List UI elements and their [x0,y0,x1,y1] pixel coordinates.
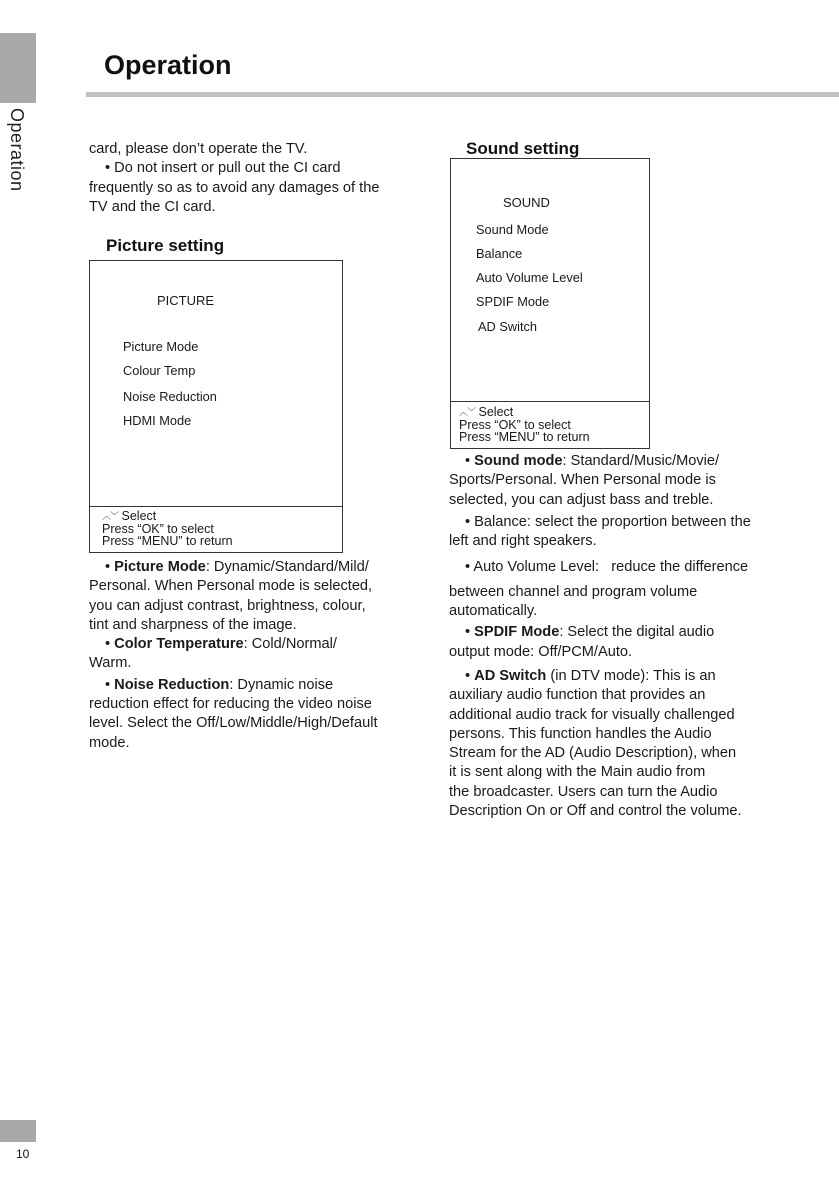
noise-desc: • Noise Reduction: Dynamic noise [105,676,334,693]
sound-menu-item-sound-mode[interactable]: Sound Mode [476,222,549,237]
ad-term: AD Switch [474,667,547,684]
sound-menu-item-spdif-mode[interactable]: SPDIF Mode [476,294,550,309]
sound-descriptions [449,452,799,821]
footer-ok-text: Press “OK” to select [459,417,571,432]
footer-menu-text: Press “MENU” to return [459,430,590,444]
picture-menu-item-picture-mode[interactable]: Picture Mode [123,339,199,354]
page-tab [0,1120,36,1142]
desc-line: output mode: Off/PCM/Auto. [449,643,633,660]
ad-text: (in DTV mode): This is an [546,667,716,684]
desc-line: Stream for the AD (Audio Description), when [449,745,737,762]
picture-menu-footer [90,506,342,552]
sound-setting-heading: Sound setting [466,139,580,158]
desc-line: between channel and program volume [449,583,698,600]
ad-desc: • AD Switch (in DTV mode): This is an [465,667,716,684]
footer-menu-text: Press “MENU” to return [102,534,233,548]
page-title: Operation [104,50,232,80]
color-temp-text: : Cold/Normal/ [243,636,337,653]
picture-menu-item-noise-reduction[interactable]: Noise Reduction [123,389,217,404]
desc-line: you can adjust contrast, brightness, colour, [89,597,366,614]
picture-menu-item-hdmi-mode[interactable]: HDMI Mode [123,413,192,428]
sound-menu-footer [451,401,649,448]
desc-line: Warm. [89,655,132,672]
desc-line: additional audio track for visually challenged [449,706,735,723]
desc-line: auxiliary audio function that provides an [449,687,706,704]
spdif-desc: • SPDIF Mode: Select the digital audio [465,624,715,641]
desc-line: the broadcaster. Users can turn the Audio [449,783,718,800]
desc-line: level. Select the Off/Low/Middle/High/Default [89,715,378,732]
desc-line: selected, you can adjust bass and treble. [449,491,714,508]
balance-desc: • Balance: select the proportion between the [465,513,751,530]
left-intro [89,140,424,217]
picture-setting-heading: Picture setting [106,236,225,255]
avl-desc: • Auto Volume Level: reduce the difference [465,559,749,576]
desc-line: tint and sharpness of the image. [89,616,297,633]
sound-menu-item-balance[interactable]: Balance [476,246,523,261]
spdif-text: : Select the digital audio [559,624,715,641]
picture-mode-term: Picture Mode [114,559,206,575]
color-temp-desc: • Color Temperature: Cold/Normal/ [105,636,337,653]
sound-mode-text: : Standard/Music/Movie/ [562,453,720,469]
desc-line: Personal. When Personal mode is selected, [89,578,373,595]
picture-menu [89,260,343,553]
desc-line: automatically. [449,603,538,620]
up-down-arrows-icon: ︿﹀ [102,511,119,521]
desc-line: it is sent along with the Main audio from [449,764,706,781]
intro-line: frequently so as to avoid any damages of the [89,179,380,196]
noise-text: : Dynamic noise [229,676,334,693]
footer-select-text: Select [478,405,514,419]
intro-line: TV and the CI card. [89,198,216,215]
picture-descriptions [89,558,424,753]
desc-line: left and right speakers. [449,533,597,550]
color-temp-term: Color Temperature [114,636,244,653]
sound-menu [450,158,650,449]
picture-menu-item-colour-temp[interactable]: Colour Temp [123,363,196,378]
picture-mode-text: : Dynamic/Standard/Mild/ [205,559,369,575]
page-number: 10 [16,1147,30,1161]
side-tab-label: Operation [7,108,27,192]
sound-menu-item-ad-switch[interactable]: AD Switch [478,319,538,334]
sound-mode-desc: • Sound mode: Standard/Music/Movie/ [465,453,720,469]
footer-ok-text: Press “OK” to select [102,521,214,536]
desc-line: mode. [89,734,130,751]
picture-menu-title: PICTURE [157,293,215,308]
footer-select-text: Select [121,509,157,523]
desc-line: Sports/Personal. When Personal mode is [449,472,716,489]
desc-line: Description On or Off and control the volume. [449,803,742,820]
desc-line: persons. This function handles the Audio [449,725,712,742]
sound-menu-title: SOUND [503,195,550,210]
noise-term: Noise Reduction [114,676,230,693]
spdif-term: SPDIF Mode [474,624,560,641]
desc-line: reduction effect for reducing the video noise [89,696,372,713]
up-down-arrows-icon: ︿﹀ [459,407,476,417]
sound-mode-term: Sound mode [474,453,563,469]
title-divider [86,92,839,97]
intro-line: • Do not insert or pull out the CI card [105,160,341,177]
intro-line: card, please don’t operate the TV. [89,141,308,157]
sound-menu-item-auto-volume-level[interactable]: Auto Volume Level [476,270,583,285]
picture-mode-desc: • Picture Mode: Dynamic/Standard/Mild/ [105,559,369,575]
